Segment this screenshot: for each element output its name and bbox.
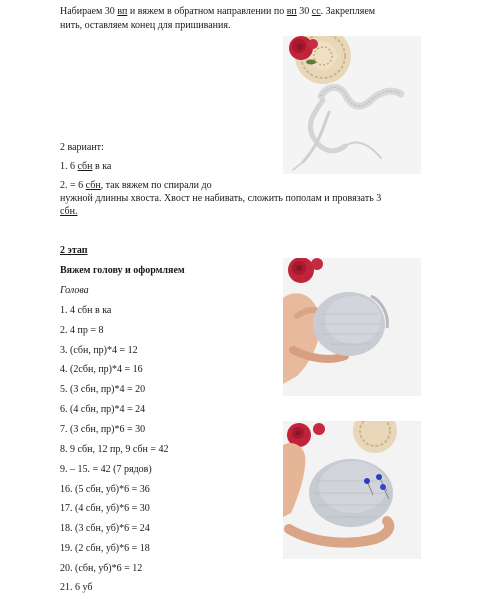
intro-text: и вяжем в обратном направлении по <box>127 6 287 17</box>
variant-step-2-end: сбн. <box>60 206 78 217</box>
intro-line-2: нить, оставляем конец для пришивания. <box>60 20 231 31</box>
step-text: , так вяжем по спирали до <box>100 180 212 191</box>
stage-heading: 2 этап <box>60 245 88 256</box>
pattern-row: 9. – 15. = 42 (7 рядов) <box>60 464 152 475</box>
tail-photo <box>283 36 421 174</box>
pattern-row: 3. (сбн, пр)*4 = 12 <box>60 345 138 356</box>
doily-image <box>353 421 397 453</box>
crochet-tail-image <box>293 87 401 170</box>
pattern-row: 2. 4 пр = 8 <box>60 325 104 336</box>
head-photo-2 <box>283 421 421 559</box>
step-text: в ка <box>92 161 112 172</box>
pattern-row: 18. (3 сбн, уб)*6 = 24 <box>60 523 150 534</box>
abbr-vp: вп <box>286 6 297 17</box>
pattern-row: 5. (3 сбн, пр)*4 = 20 <box>60 384 146 395</box>
abbr-sbn: сбн <box>85 180 101 191</box>
pattern-row: 20. (сбн, уб)*6 = 12 <box>60 563 143 574</box>
abbr-ss: сс <box>311 6 321 17</box>
pattern-row: 1. 4 сбн в ка <box>60 305 112 316</box>
step-text: 2. = 6 <box>60 180 86 191</box>
variant-step-2 <box>60 180 212 191</box>
variant-step-2-cont: нужной длинны хвоста. Хвост не набивать, сложить пополам и провязать 3 <box>60 193 382 204</box>
head-photo-1 <box>283 258 421 396</box>
crochet-head-image <box>313 292 387 356</box>
pattern-row: 7. (3 сбн, пр)*6 = 30 <box>60 424 146 435</box>
section-title: Голова <box>60 285 89 296</box>
variant-step-1 <box>60 161 111 172</box>
intro-text: Набираем 30 <box>60 6 118 17</box>
intro-text: 30 <box>296 6 312 17</box>
pattern-row: 19. (2 сбн, уб)*6 = 18 <box>60 543 150 554</box>
crochet-head-image <box>309 459 393 527</box>
abbr-vp: вп <box>117 6 128 17</box>
pattern-row: 16. (5 сбн, уб)*6 = 36 <box>60 484 150 495</box>
stage-subheading: Вяжем голову и оформляем <box>60 265 185 276</box>
step-text: 1. 6 <box>60 161 78 172</box>
pattern-row: 8. 9 сбн, 12 пр, 9 сбн = 42 <box>60 444 169 455</box>
rose-image <box>288 258 323 283</box>
intro-text: . Закрепляем <box>320 6 376 17</box>
pattern-row: 17. (4 сбн, уб)*6 = 30 <box>60 503 150 514</box>
variant-heading: 2 вариант: <box>60 142 104 153</box>
intro-line-1 <box>60 6 375 17</box>
pattern-row: 4. (2сбн, пр)*4 = 16 <box>60 364 143 375</box>
pattern-row: 21. 6 уб <box>60 582 93 593</box>
pattern-row: 6. (4 сбн, пр)*4 = 24 <box>60 404 146 415</box>
abbr-sbn: сбн <box>77 161 93 172</box>
